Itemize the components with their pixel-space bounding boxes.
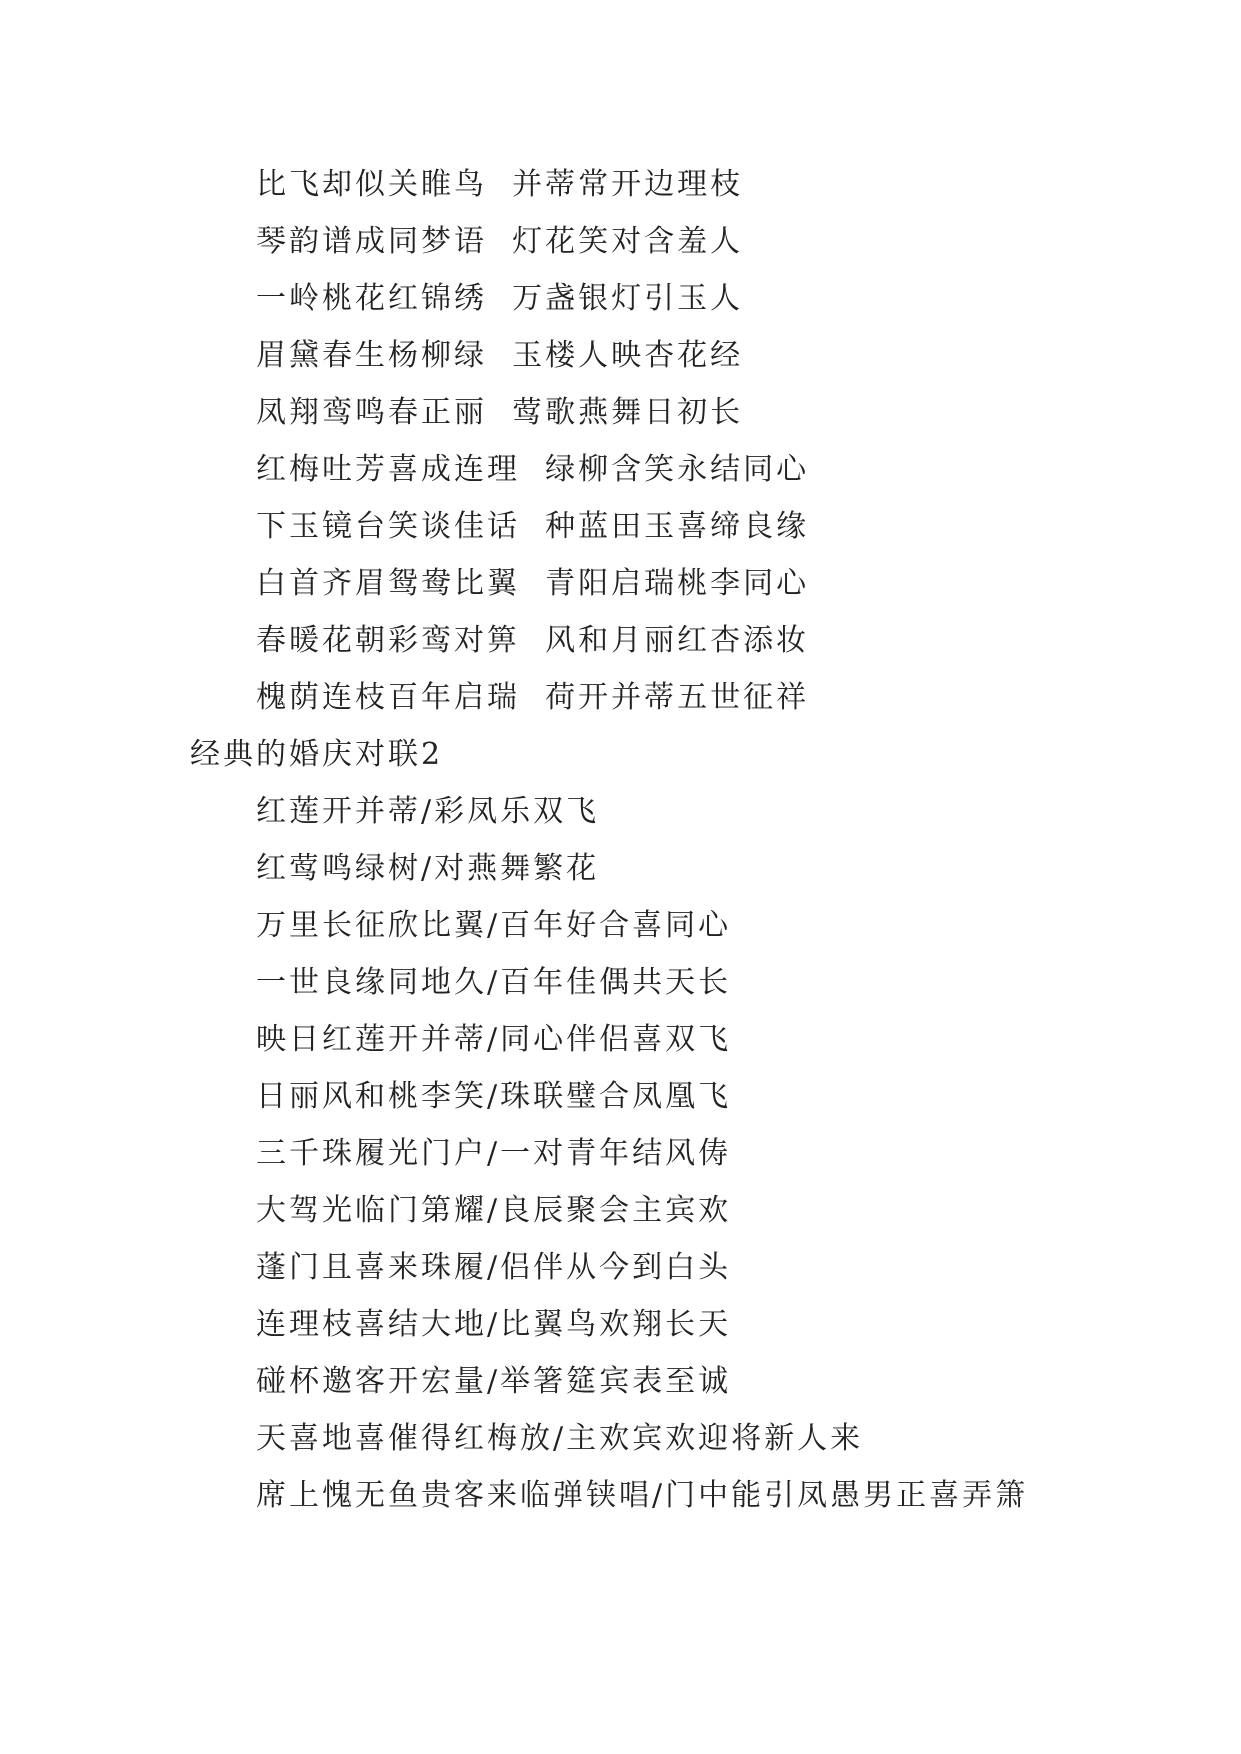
couplet-line: 日丽风和桃李笑/珠联璧合凤凰飞 [256, 1079, 732, 1114]
couplet-line: 白首齐眉鸳鸯比翼 青阳启瑞桃李同心 [256, 566, 810, 601]
couplet-line: 席上愧无鱼贵客来临弹铗唱/门中能引凤愚男正喜弄箫 [256, 1478, 1029, 1513]
couplet-line: 比飞却似关睢鸟 并蒂常开边理枝 [256, 167, 744, 202]
couplet-line: 琴韵谱成同梦语 灯花笑对含羞人 [256, 224, 744, 259]
couplet-line: 连理枝喜结大地/比翼鸟欢翔长天 [256, 1307, 732, 1342]
couplet-line: 红梅吐芳喜成连理 绿柳含笑永结同心 [256, 452, 810, 487]
couplet-line: 三千珠履光门户/一对青年结风俦 [256, 1136, 732, 1171]
couplet-line: 春暖花朝彩鸾对箅 风和月丽红杏添妆 [256, 623, 810, 658]
couplet-line: 红莺鸣绿树/对燕舞繁花 [256, 851, 600, 886]
couplet-line: 万里长征欣比翼/百年好合喜同心 [256, 908, 732, 943]
couplet-line: 红莲开并蒂/彩凤乐双飞 [256, 794, 600, 829]
couplet-line: 一世良缘同地久/百年佳偶共天长 [256, 965, 732, 1000]
couplet-line: 凤翔鸾鸣春正丽 莺歌燕舞日初长 [256, 395, 744, 430]
couplet-line: 大驾光临门第耀/良辰聚会主宾欢 [256, 1193, 732, 1228]
couplet-line: 碰杯邀客开宏量/举箸筵宾表至诚 [256, 1364, 732, 1399]
section-heading: 经典的婚庆对联2 [190, 737, 444, 772]
couplet-line: 映日红莲开并蒂/同心伴侣喜双飞 [256, 1022, 732, 1057]
couplet-line: 天喜地喜催得红梅放/主欢宾欢迎将新人来 [256, 1421, 864, 1456]
couplet-line: 一岭桃花红锦绣 万盏银灯引玉人 [256, 281, 744, 316]
couplet-line: 蓬门且喜来珠履/侣伴从今到白头 [256, 1250, 732, 1285]
couplet-line: 眉黛春生杨柳绿 玉楼人映杏花经 [256, 338, 744, 373]
couplet-line: 槐荫连枝百年启瑞 荷开并蒂五世征祥 [256, 680, 810, 715]
couplet-line: 下玉镜台笑谈佳话 种蓝田玉喜缔良缘 [256, 509, 810, 544]
